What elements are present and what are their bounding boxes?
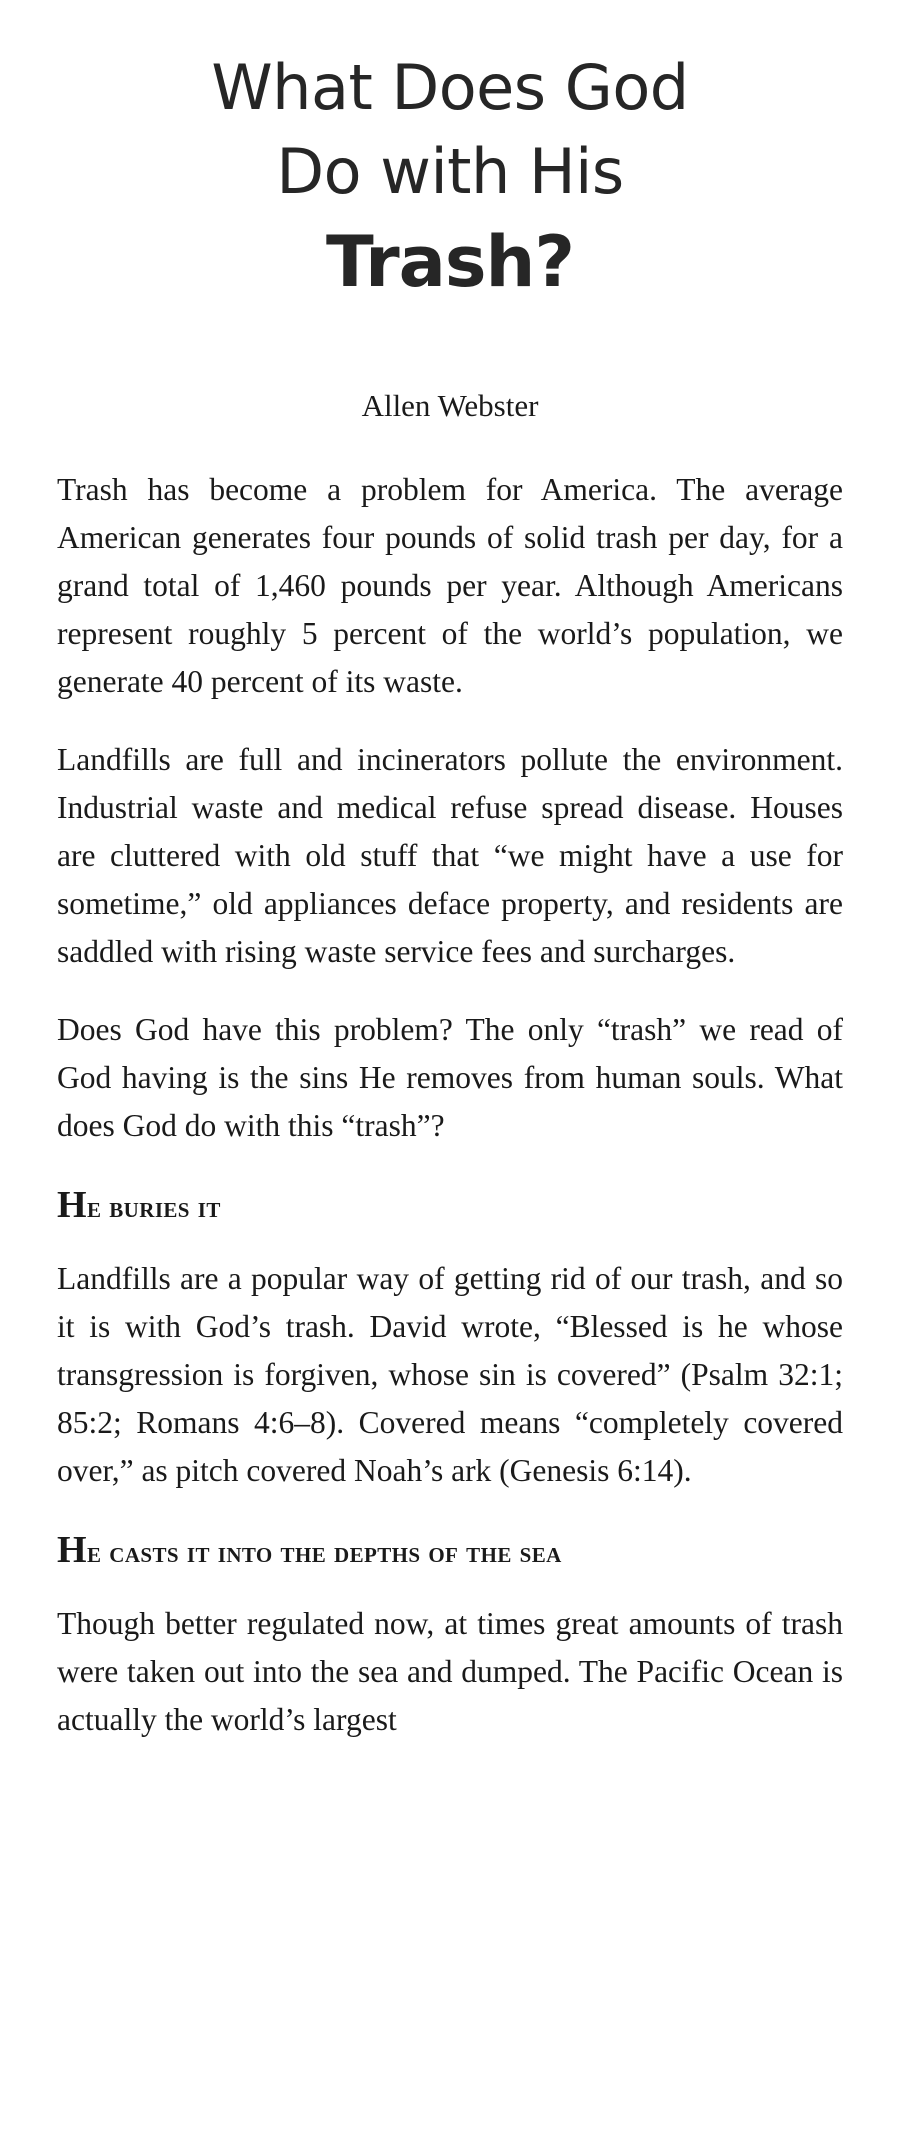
page-title-line-1: What Does God (211, 51, 689, 124)
article-body (57, 426, 843, 1744)
section-heading-he-buries-it: He buries it (57, 1184, 221, 1226)
paragraph: Does God have this problem? The only “trash” we read of God having is the sins He removes from human souls. What does God do with this “trash”? (57, 1012, 843, 1143)
paragraph: Trash has become a problem for America. The average American generates four pounds of solid trash per day, for a grand total of 1,460 pounds per year. Although Americans represent roughly 5 percent of the world’s population, we generate 40 percent of its waste. (57, 472, 843, 699)
paragraph: Landfills are full and incinerators pollute the environment. Industrial waste and medical refuse spread disease. Houses are cluttered with old stuff that “we might have a use for sometime,” old appliances deface property, and residents are saddled with rising waste service fees and surcharges. (57, 742, 843, 969)
page-title-line-2: Do with His (276, 135, 624, 208)
paragraph: Though better regulated now, at times great amounts of trash were taken out into the sea and dumped. The Pacific Ocean is actually the world’s largest (57, 1606, 843, 1737)
page-title-line-3: Trash? (326, 221, 574, 303)
author-byline: Allen Webster (361, 388, 539, 423)
paragraph: Landfills are a popular way of getting rid of our trash, and so it is with God’s trash. David wrote, “Blessed is he whose transgression is forgiven, whose sin is covered” (Psalm 32:1; 85:2; Romans 4:6–8). Covered means “completely covered over,” as pitch covered Noah’s ark (Genesis 6:14). (57, 1261, 843, 1488)
title-block (0, 0, 900, 310)
section-heading-he-casts-it-into-the-depths-of-the-sea: He casts it into the depths of the sea (57, 1529, 562, 1571)
